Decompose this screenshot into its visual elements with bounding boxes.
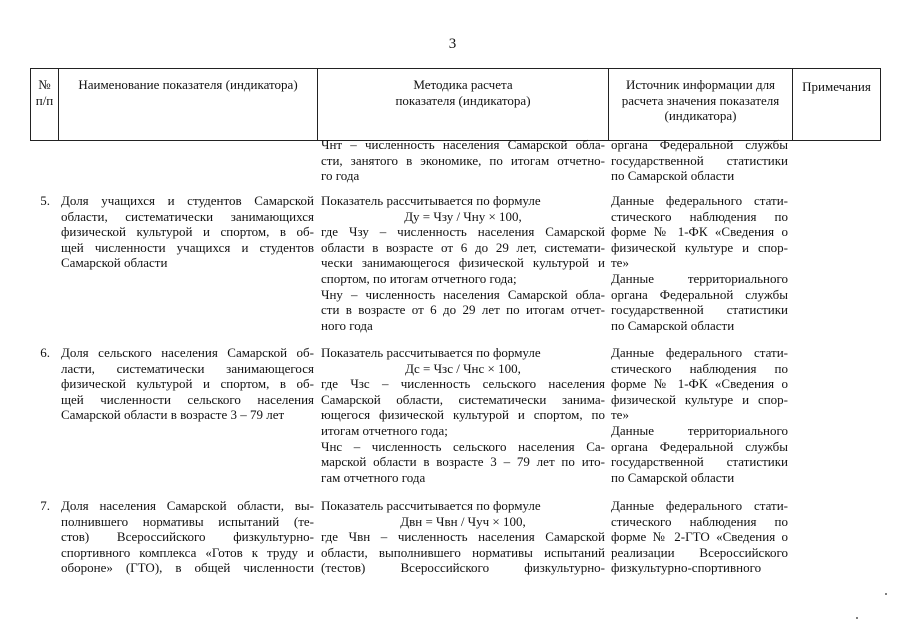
name-line: обороне» (ГТО), в общей численности	[61, 560, 314, 576]
row-method	[321, 193, 605, 333]
method-line: ного года	[321, 317, 373, 333]
header-source-line: (индикатора)	[664, 108, 737, 124]
method-line: марской области в возрасте 3 – 79 лет по ито-	[321, 454, 605, 470]
name-line: ласти, систематически занимающегося	[61, 360, 314, 376]
method-line: чески занимающегося физической культурой и	[321, 255, 605, 271]
source-line: физкультурно-спортивного	[611, 560, 762, 576]
row-number: 5.	[40, 193, 50, 208]
source-line: государственной статистики	[611, 152, 788, 168]
source-line: те»	[611, 255, 629, 271]
header-num-line: п/п	[35, 92, 54, 108]
name-line: физической культурой и спортом, в об-	[61, 224, 314, 240]
source-line: по Самарской области	[611, 168, 735, 184]
header-name	[59, 69, 318, 141]
scan-speck	[885, 593, 887, 595]
source-line: физической культуре и спор-	[611, 391, 788, 407]
method-line: Показатель рассчитывается по формуле	[321, 193, 541, 208]
method-line: (тестов) Всероссийского физкультурно-	[321, 560, 605, 576]
source-line: те»	[611, 407, 629, 423]
source-line: стического наблюдения по	[611, 513, 788, 529]
method-line: го года	[321, 168, 360, 184]
method-line: Самарской области, систематически занима-	[321, 391, 605, 407]
method-line: ющегося физической культурой и спортом, по	[321, 407, 605, 423]
name-line: Самарской области в возрасте 3 – 79 лет	[61, 407, 285, 423]
method-line: области, выполнившего нормативы испытаний	[321, 544, 605, 560]
source-line: Данные федерального стати-	[611, 498, 788, 513]
source-line: органа Федеральной службы	[611, 438, 788, 454]
source-line: реализации Всероссийского	[611, 544, 788, 560]
source-line: Данные федерального стати-	[611, 193, 788, 208]
name-line: стов) Всероссийского физкультурно-	[61, 529, 314, 545]
row-number: 6.	[40, 345, 50, 360]
continuation-source	[611, 137, 788, 184]
row-name	[61, 345, 314, 423]
row-method	[321, 345, 605, 485]
header-method	[318, 69, 609, 141]
header-num	[31, 69, 59, 141]
name-line: области, систематически занимающихся	[61, 208, 314, 224]
method-line: итогам отчетного года;	[321, 422, 448, 438]
source-line: государственной статистики	[611, 302, 788, 318]
name-line: щей численности учащихся и студентов	[61, 239, 314, 255]
source-line: по Самарской области	[611, 469, 735, 485]
scan-speck	[856, 617, 858, 619]
formula: Дс = Чзс / Чнс × 100,	[405, 360, 521, 376]
header-note	[793, 69, 881, 141]
page-number: 3	[448, 36, 457, 52]
row-method	[321, 498, 605, 576]
method-line: Чну – численность населения Самарской обла-	[321, 286, 605, 302]
name-line: щей численности сельского населения	[61, 391, 314, 407]
source-line: физической культуре и спор-	[611, 239, 788, 255]
continuation-method	[321, 137, 605, 184]
name-line: спортивного комплекса «Готов к труду и	[61, 544, 314, 560]
row-source	[611, 345, 788, 485]
method-line: сти, занятого в экономике, по итогам отчетно-	[321, 152, 605, 168]
formula: Двн = Чвн / Чуч × 100,	[400, 513, 526, 529]
header-source-line: расчета значения показателя	[621, 92, 780, 108]
source-line: Данные федерального стати-	[611, 345, 788, 360]
name-line: Доля учащихся и студентов Самарской	[61, 193, 314, 208]
row-name	[61, 498, 314, 576]
row-name	[61, 193, 314, 271]
source-line: органа Федеральной службы	[611, 137, 788, 152]
source-line: государственной статистики	[611, 454, 788, 470]
source-line: органа Федеральной службы	[611, 286, 788, 302]
row-source	[611, 193, 788, 333]
header-method-line: показателя (индикатора)	[395, 92, 531, 108]
source-line: форме № 1-ФК «Сведения о	[611, 376, 788, 392]
name-line: Самарской области	[61, 255, 168, 271]
name-line: Доля сельского населения Самарской об-	[61, 345, 314, 360]
header-num-line: №	[38, 77, 51, 92]
header-source	[609, 69, 793, 141]
header-source-line: Источник информации для	[625, 77, 776, 92]
method-line: спортом, по итогам отчетного года;	[321, 270, 517, 286]
header-note-line: Примечания	[802, 79, 871, 94]
source-line: Данные территориального	[611, 270, 788, 286]
row-source	[611, 498, 788, 576]
method-line: где Чзу – численность населения Самарской	[321, 224, 605, 240]
name-line: Доля населения Самарской области, вы-	[61, 498, 314, 513]
source-line: Данные территориального	[611, 422, 788, 438]
method-line: Показатель рассчитывается по формуле	[321, 345, 541, 360]
source-line: форме № 1-ФК «Сведения о	[611, 224, 788, 240]
method-line: где Чзс – численность сельского населения	[321, 376, 605, 392]
name-line: физической культурой и спортом, в об-	[61, 376, 314, 392]
method-line: сти в возрасте от 6 до 29 лет по итогам отчет-	[321, 302, 605, 318]
method-line: Чнс – численность сельского населения Са-	[321, 438, 605, 454]
method-line: области в возрасте от 6 до 29 лет, системати-	[321, 239, 605, 255]
row-number: 7.	[40, 498, 50, 513]
formula: Ду = Чзу / Чну × 100,	[404, 208, 522, 224]
source-line: по Самарской области	[611, 317, 735, 333]
method-line: где Чвн – численность населения Самарской	[321, 529, 605, 545]
source-line: стического наблюдения по	[611, 360, 788, 376]
header-name-line: Наименование показателя (индикатора)	[78, 77, 298, 92]
table-header	[30, 68, 881, 141]
source-line: форме № 2-ГТО «Сведения о	[611, 529, 788, 545]
source-line: стического наблюдения по	[611, 208, 788, 224]
method-line: Показатель рассчитывается по формуле	[321, 498, 541, 513]
name-line: полнившего нормативы испытаний (те-	[61, 513, 314, 529]
header-method-line: Методика расчета	[413, 77, 513, 92]
method-line: Чнт – численность населения Самарской обла-	[321, 137, 605, 152]
method-line: гам отчетного года	[321, 469, 426, 485]
